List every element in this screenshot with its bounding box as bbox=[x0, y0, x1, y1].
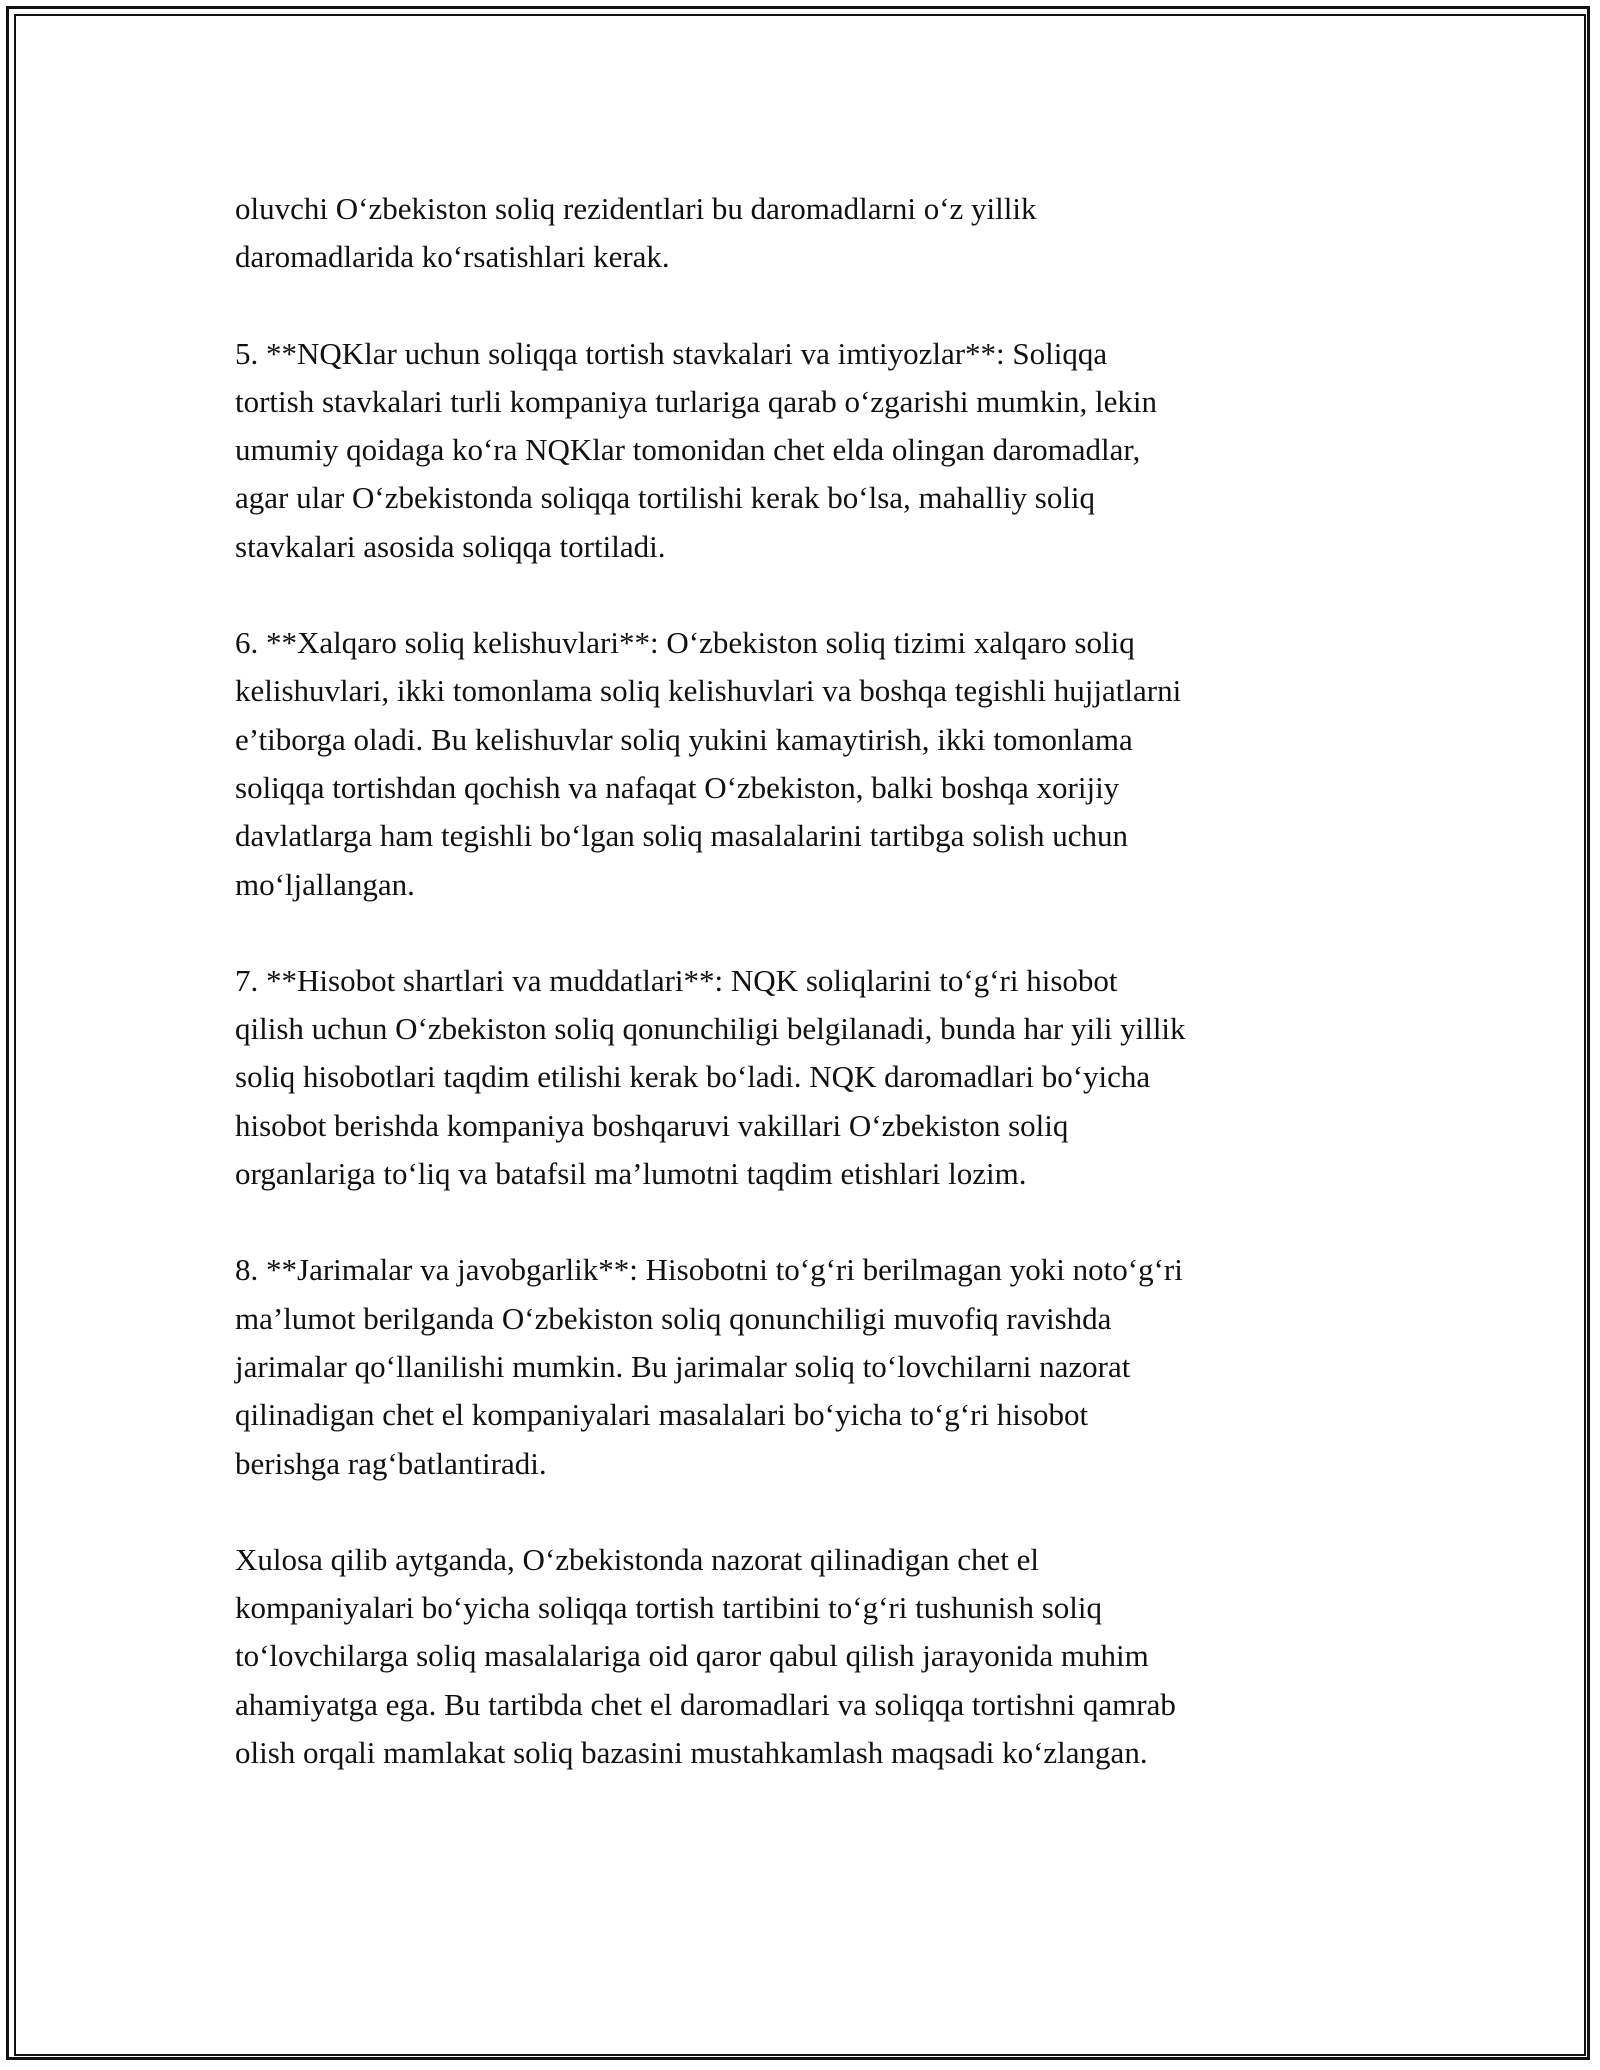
document-body bbox=[235, 185, 1375, 1777]
paragraph-item-8: 8. **Jarimalar va javobgarlik**: Hisobotni to‘g‘ri berilmagan yoki noto‘g‘ri ma’lumot berilganda O‘zbekiston soliq qonunchiligi muvofiq ravishda jarimalar qo‘llanilishi mumkin. Bu jarimalar soliq to‘lovchilarni nazorat qilinadigan chet el kompaniyalari masalalari bo‘yicha to‘g‘ri hisobot berishga rag‘batlantiradi. bbox=[235, 1252, 1183, 1481]
paragraph-item-6: 6. **Xalqaro soliq kelishuvlari**: O‘zbekiston soliq tizimi xalqaro soliq kelishuvlari, ikki tomonlama soliq kelishuvlari va boshqa tegishli hujjatlarni e’tiborga oladi. Bu kelishuvlar soliq yukini kamaytirish, ikki tomonlama soliqqa tortishdan qochish va nafaqat O‘zbekiston, balki boshqa xorijiy davlatlarga ham tegishli bo‘lgan soliq masalalarini tartibga solish uchun mo‘ljallangan. bbox=[235, 625, 1182, 902]
paragraph-item-5: 5. **NQKlar uchun soliqqa tortish stavkalari va imtiyozlar**: Soliqqa tortish stavkalari turli kompaniya turlariga qarab o‘zgarishi mumkin, lekin umumiy qoidaga ko‘ra NQKlar tomonidan chet elda olingan daromadlar, agar ular O‘zbekistonda soliqqa tortilishi kerak bo‘lsa, mahalliy soliq stavkalari asosida soliqqa tortiladi. bbox=[235, 335, 1158, 564]
paragraph-continuation: oluvchi O‘zbekiston soliq rezidentlari bu daromadlarni o‘z yillik daromadlarida ko‘rsatishlari kerak. bbox=[235, 191, 1037, 275]
paragraph-item-7: 7. **Hisobot shartlari va muddatlari**: NQK soliqlarini to‘g‘ri hisobot qilish uchun O‘zbekiston soliq qonunchiligi belgilanadi, bunda har yili yillik soliq hisobotlari taqdim etilishi kerak bo‘ladi. NQK daromadlari bo‘yicha hisobot berishda kompaniya boshqaruvi vakillari O‘zbekiston soliq organlariga to‘liq va batafsil ma’lumotni taqdim etishlari lozim. bbox=[235, 962, 1186, 1192]
paragraph-conclusion: Xulosa qilib aytganda, O‘zbekistonda nazorat qilinadigan chet el kompaniyalari bo‘yicha soliqqa tortish tartibini to‘g‘ri tushunish soliq to‘lovchilarga soliq masalalariga oid qaror qabul qilish jarayonida muhim ahamiyatga ega. Bu tartibda chet el daromadlari va soliqqa tortishni qamrab olish orqali mamlakat soliq bazasini mustahkamlash maqsadi ko‘zlangan. bbox=[235, 1541, 1176, 1771]
